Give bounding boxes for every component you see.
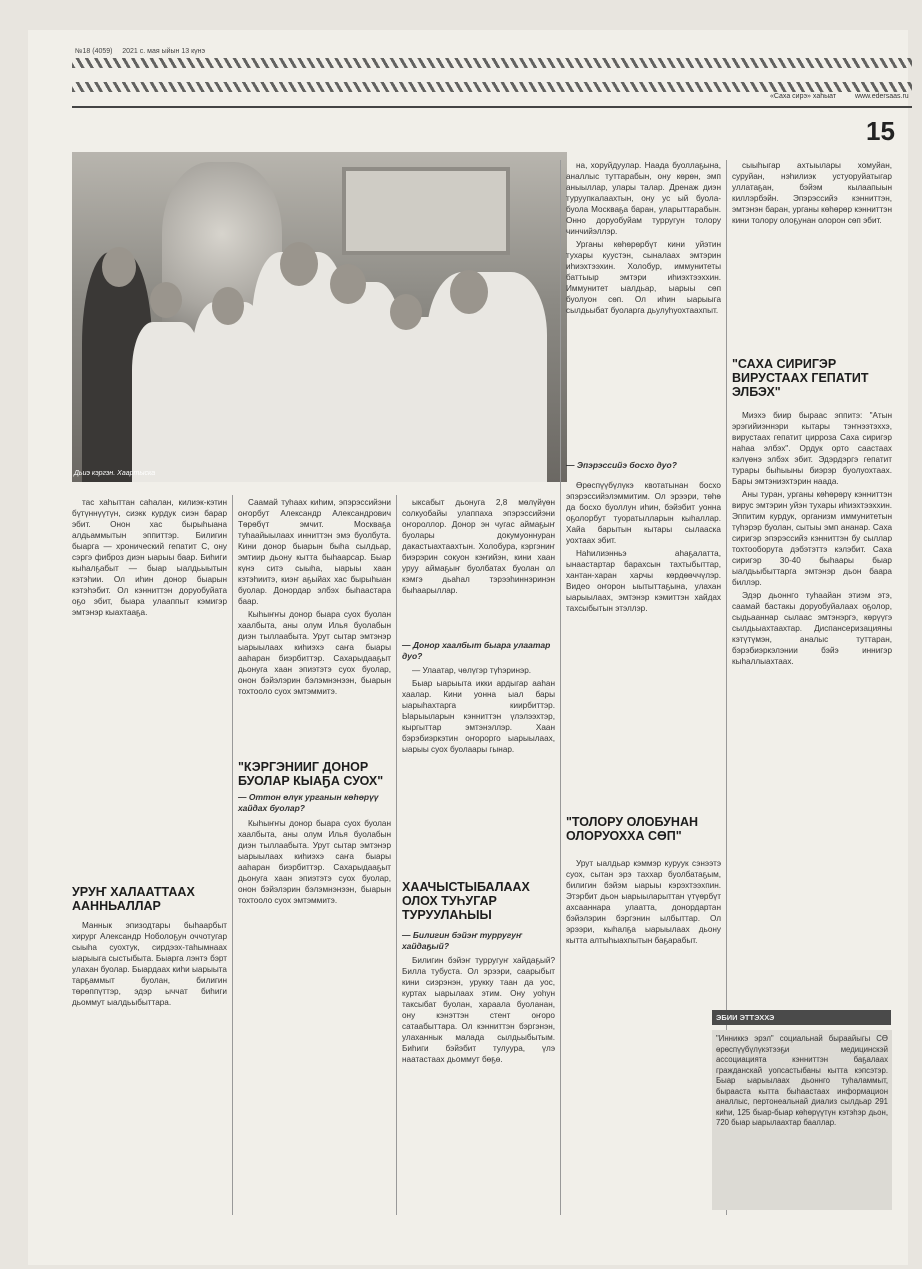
article-column-1: [72, 497, 227, 877]
issue-number: №18 (4059): [75, 48, 113, 55]
family-photo: [72, 152, 567, 482]
paragraph: на, хоруйдуулар. Наада буоллаҕына, аналлыс туттарабын, ону көрөн, эмп аныыллар, улары талар. Дренаж диэн туруупкалаахтын, ону ус ый буола-буола Москваҕа баран, уларыттарабын. Онно доруобуйам турругун толору чинчийэллэр.: [566, 161, 721, 236]
face-4: [280, 242, 318, 286]
question-donor: — Донор хаалбыт быара улаатар дуо?: [402, 640, 551, 661]
heading-3: ХААЧЫСТЫБАЛААХ ОЛОХ ТУҺУГАР ТУРУУЛАҺЫЫ: [402, 880, 530, 922]
paragraph: ыксабыт дьонуга 2,8 мөлүйүөн солкуобайы улаппаха эпэрэссийэни оҥороллор. Донор эн чугас аймаҕыҥ буолары докумуоннуран дакастыахтаахтын. Холобура, кэргэниҥ биэрэрин сокуон кэҥийэн, кини хаан уруу аймаҕыҥ буолбатах буолан ол кэмгэ дьаһал тэрээһиннэринэн быһаарыллар.: [402, 498, 555, 595]
question-3: — Билигин бэйэҥ турругуҥ хайдаҕый?: [402, 930, 522, 951]
article-column-4c: [566, 858, 721, 1213]
paragraph: — Улаатар, чөлүгэр түһэринэр.: [412, 666, 532, 675]
question-free: — Эпэрэссийэ босхо дуо?: [566, 460, 677, 470]
paragraph: Быар ыарыыта икки ардыгар ааһан хаалар. Кини уонна ыал бары ыарыһахтарга киирбиттэр. Ыарыыларын кэнниттэн үлэлээхтэр, кыргыттар эмтэнэллэр. Хаан бэрэбиэркэтин оҥорорго ыарыылаах, ыарыы суох буолаары гынар.: [402, 679, 555, 754]
article-column-4b: [566, 480, 721, 800]
person-7: [427, 272, 547, 482]
paragraph: Урганы көһөрөрбүт кини уйэтин тухары куустэн, сыналаах эмтэрин иһиэхтээхин. Холобур, иммунитеты баттыыр эмтэри иһиэхтээххин. Иммунитет ыалдьар, ыарыы сөп буолуон сөп. Ол иһин ыарыыга сылдьыбат буоларга дьулуһуохтаахпыт.: [566, 240, 721, 315]
sidebar-text: "Инниккэ эрэл" социальнай быраайыгы СӨ өрөспүүбүлүкэтээҕи медицинскэй ассоциацията кэнниттэн баҕалаах гражданскай уопсастыбаны кытта кэпсэтэр. Быар ыарыылаах дьоннго туһаламмыт, бырааста кытта быһаастаах информацион аналлыс, пертонеальнай диализ сылдьар 291 киһи, 125 быар-быар көһөрүүтүн кэтэһэр дьон, 720 быар ыарылаахтар бааллар.: [716, 1034, 888, 1127]
article-column-4: [566, 160, 721, 460]
paragraph: Урут ыалдьар кэммэр куруук сэнээтэ суох, сытан эрэ таххар буолбатаҕым, билигин бэйэм ыарыы кэрэхтээхпин. Этэрбит дьон ыарыыларыттан үтүөрбүт ахсааннара улаатта, донордартан бэйэлэрин бэргэнин ылбыттар. Ол эрээри, кыһалҕа ыарыылаах дьону кытта алтыһыахпытын баҕарабыт.: [566, 859, 721, 945]
column-rule-2: [396, 495, 397, 1215]
face-7: [450, 270, 488, 314]
article-column-3b: [402, 665, 555, 865]
paragraph: Өрөспүүбүлүкэ квотатынан босхо эпэрэссийэлэммитим. Ол эрээри, төһө да босхо буоллун иһин, бэйэбит уонна оҕолорбут туоратылларын кыһаллар. Хайа барытын кытары сылааска уохтаах эбит.: [566, 481, 721, 545]
issue-date: 2021 с. мая ыйын 13 күнэ: [122, 48, 206, 55]
ornament-top: [72, 58, 912, 68]
paragraph: сыыһыгар ахтыылары хомуйан, суруйан, нэһилиэк устуоруйатыгар уллатаҕан, бэйэм кылаапыын киллэрбэйн. Эпэрэссийэ кэнниттэн, эмтэнэн баран, урганы көһөрөр кэнниттэн кини толору олоҕунан олорон сөп эбит.: [732, 161, 892, 225]
paragraph: Аны туран, урганы көһөрөрү кэнниттэн вирус эмтэрин уйэн тухары иһиэхтээххин. Эппитим курдук, организм иммунитетын түһэрэр буолан, сытыы эмп ананар. Саха сиригэр эпэрэссийэ кэнниттэн бу сыллар тохтооборута дэбэтэттэ кэлэбит. Саха сиригэр 30-40 быһаары быар ыалдьыбыттарга эмтэнэр дьон баара биллэр.: [732, 490, 892, 587]
question-2: — Оттон өлүк урганын көһөрүү хайдах буолар?: [238, 792, 379, 813]
article-column-1b: [72, 920, 227, 1215]
paragraph: Кыһыҥҥы донор быара суох буолан хаалбыта, аны олум Илья буолабын диэн тыллаабыта. Урут сытар эмтэнэр ыарыылаах киһиэхэ саҥа быары ааһаран биэрбиттэр. Сахарыдааҕыт дьонуга хаан эпиэтэтэ суох буолар, онон бэйэлэрин бэлэмнэнээн, быарын тохтооло суох эмтэммитэ.: [238, 610, 391, 696]
issue-line: [75, 48, 205, 55]
sidebar-box: [712, 1030, 892, 1210]
photo-caption: Дьиэ кэргэн. Хаартыска: [74, 470, 156, 477]
paragraph: Наһилиэнньэ аһаҕалатта, ынаастартар барахсын тахтыбыттар, хантан-харан харчы көрдөөччүлэр. Видео оҥорон ыытыттаҕына, улахан ыарыылаах, эмтэнэр кэмиттэн хайдах тахсыбытын этэллэр.: [566, 549, 721, 613]
paragraph: Миэхэ биир быраас эппитэ: "Атын эрэгийиэннэри кытары тэҥнээтэххэ, вирустаах гепатит цирроза Саха сиригэр наһаа элбэх". Ордук орто саастаах кэлүөнэ элбэх эбит. Эдэрдэргэ гепатит турары быһыыны биэрэр буолуохтаах. Бары эмтэниэхтэрин наада.: [732, 411, 892, 486]
sidebar-label: ЭБИИ ЭТТЭХХЭ: [712, 1010, 891, 1025]
paragraph: Саамай туһаах киһим, эпэрэссийэни оҥорбут Александр Александрович Төрөбүт эмчит. Москваҕа туһаайыылаах инниттэн эмэ буолбута. Кини донор быарын быһа сылдьар, эмтиир дьону кытта быһаарсар. Быар күнэ ситэ сыыһа, ыарыы хаан кэтэһиитэ, киэҥ аҕыйах хас бырыһыан буолар. Донордар элбэх быһаастара баар.: [238, 498, 391, 606]
window: [342, 167, 510, 255]
paragraph: тас хаһыттан саһалан, килиэк-кэтин бүтүннүүтүн, сиэкк курдук сиэн барар эбит. Онон хас бырыһыана алдьаммытын эппиттэр. Билигин быарга — хронический гепатит С, ону сэргэ фиброз диэн ыарыы баар. Биһиги кыһалҕабыт — быар ыалдьыытын кэтэһии. Ол иһин донор быарын кэтэһэбит. Ол кэнниттэн доруобуйата оҕо эбит, быара улааппыт кэмигэр эмтэнэр кыахтааҕа.: [72, 498, 227, 617]
ornament-bottom: [72, 82, 912, 92]
column-rule-1: [232, 495, 233, 1215]
heading-2: "КЭРГЭНИИГ ДОНОР БУОЛАР КЫАҔА СУОХ": [238, 760, 384, 788]
header-rule: [72, 106, 912, 108]
article-column-5b: [732, 410, 892, 1000]
newspaper-name: «Саха сирэ» хаһыат: [770, 93, 837, 100]
face-5: [330, 264, 366, 304]
paragraph: Билигин бэйэҥ турругуҥ хайдаҕый? Билла тубуста. Ол эрээри, саарыбыт кини сиэрэнэн, урукку таан да уос, куртах ыарылаах этим. Ону уоһун таксыбат буолан, хараала буоланан, ону кэнэттэн стент оҥоро сатаабыттара. Ол кэнниттэн бэргэнэн, улаханнык малада сылдьыбытым. Биһиги бэйэбит тулуура, үлэ наатастаах дьоммут бөҕө.: [402, 956, 555, 1064]
article-column-3: [402, 497, 555, 637]
article-column-2b: [238, 818, 391, 1213]
page-number: 15: [866, 116, 895, 146]
heading-1: УРУҤ ХАЛААТТААХ ААННЬАЛЛАР: [72, 885, 195, 913]
face-1: [102, 247, 136, 287]
paragraph: Маннык эпизодтары быһаарбыт хирург Александр Ноболоҕун оччотугар сыыһа суохтук, сирдээх-таһымнаах ыарыыга сыстыбыта. Быарга лэнтэ бэрт улахан буолар. Быардаах киһи ыарыыта тарҕаммыт буолан, билигин төрөппүттэр, эдэр ыччат биһиги дьоммут ыалдьыбыттара.: [72, 921, 227, 1007]
article-column-5: [732, 160, 892, 350]
heading-4: "ТОЛОРУ ОЛОБУНАН ОЛОРУОХХА СӨП": [566, 815, 699, 843]
website[interactable]: www.edersaas.ru: [855, 93, 909, 100]
face-3: [212, 287, 244, 325]
heading-5: "САХА СИРИГЭР ВИРУСТААХ ГЕПАТИТ ЭЛБЭХ": [732, 357, 869, 399]
face-2: [150, 282, 182, 318]
paragraph: Эдэр дьоннго туһаайан этиэм этэ, саамай бастакы доруобуйалаах оҕолор, сыдьааннар сылаас эмтэнэргэ, көрүүгэ сылдьыахтаахтар. Диспансеризацияны кэтүтүмэн, аналыс туттаран, бэрэбиэркэлэнии бэйэ иннигэр кыһаллыахтаах.: [732, 591, 892, 666]
article-column-3c: [402, 955, 555, 1215]
paragraph: Кыһыҥҥы донор быара суох буолан хаалбыта, аны олум Илья буолабын диэн тыллаабыта. Урут сытар эмтэнэр ыарыылаах киһиэхэ саҥа быары ааһаран биэрбиттэр. Сахарыдааҕыт дьонуга хаан эпиэтэтэ суох буолар, онон бэйэлэрин бэлэмнэнээн, быарын тохтооло суох эмтэммитэ.: [238, 819, 391, 905]
column-rule-3: [560, 160, 561, 1215]
face-6: [390, 294, 422, 330]
